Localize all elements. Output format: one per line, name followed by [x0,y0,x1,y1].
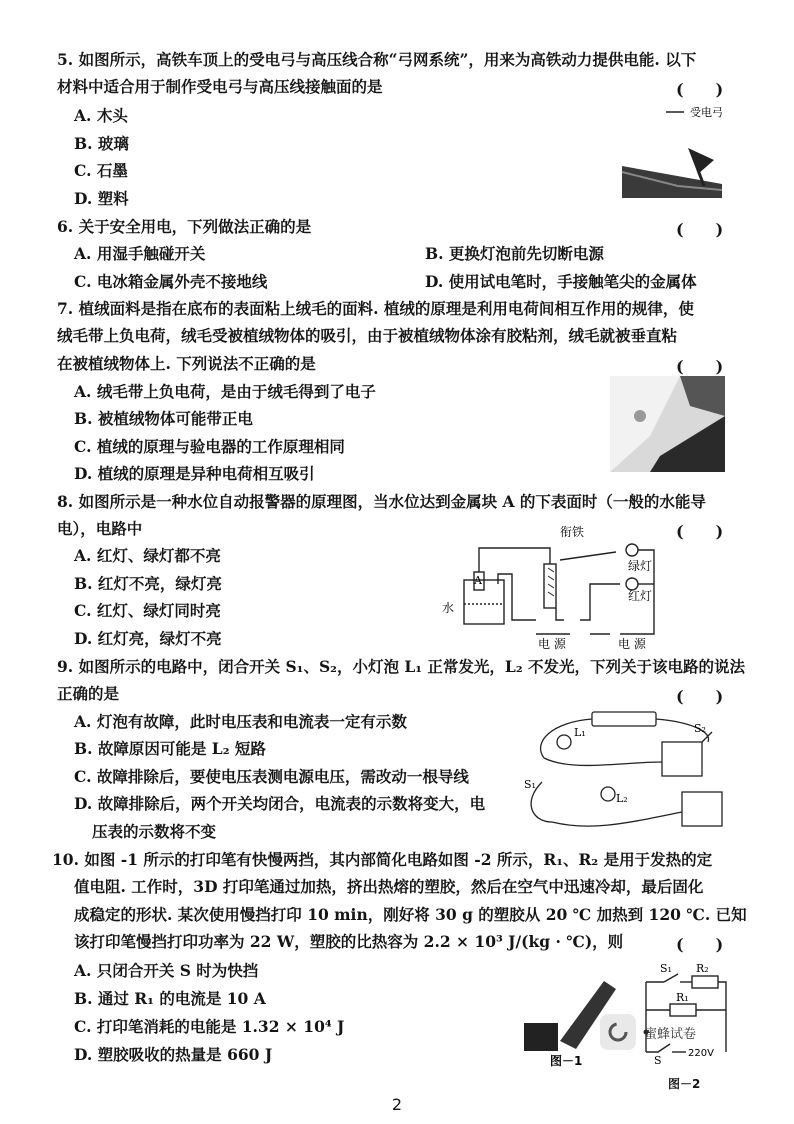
q9-answer-bracket: ( ) [676,687,724,706]
q9-option-b: B. 故障原因可能是 L₂ 短路 [74,739,266,758]
q10-stem-line1: 10. 如图 -1 所示的打印笔有快慢两挡，其内部简化电路如图 -2 所示，R₁、R₂ 是用于发热的定 [52,850,713,869]
q5-option-c: C. 石墨 [74,161,128,180]
watermark-text: 蜜蜂试卷 [644,1026,697,1042]
q5-answer-bracket: ( ) [676,80,724,99]
q8-stem-line2: 电），电路中 [57,519,143,538]
q8-option-a: A. 红灯、绿灯都不亮 [74,546,221,565]
q7-option-b: B. 被植绒物体可能带正电 [74,409,253,428]
water-label: 水 [442,601,455,615]
q10-option-b: B. 通过 R₁ 的电流是 10 A [74,989,266,1008]
q8-option-b: B. 红灯不亮，绿灯亮 [74,574,222,593]
q9-stem-line2: 正确的是 [57,684,120,703]
s1-label: S₁ [524,778,536,791]
fig1-caption: 图－1 [550,1054,583,1067]
q10-stem-line4: 该打印笔慢挡打印功率为 22 W，塑胶的比热容为 2.2 × 10³ J/(kg · ℃)，则 [74,932,624,951]
fig2-voltage-label: 220V [688,1048,714,1059]
q5-stem-line2: 材料中适合用于制作受电弓与高压线接触面的是 [57,77,383,96]
q9-option-d-continued: 压表的示数将不变 [92,822,217,841]
pantograph-label: 受电弓 [690,106,723,119]
q9-option-a: A. 灯泡有故障，此时电压表和电流表一定有示数 [74,712,407,731]
power-source-1-label: 电 源 [538,637,566,651]
watermark-badge [600,1014,696,1050]
q9-circuit-photo [512,702,730,842]
q7-stem-line2: 绒毛带上负电荷，绒毛受被植绒物体的吸引，由于被植绒物体涂有胶粘剂，绒毛就被垂直粘 [57,326,678,345]
q6-option-b: B. 更换灯泡前先切断电源 [425,244,604,263]
fig2-s-label: S [654,1054,662,1067]
q10-option-d: D. 塑胶吸收的热量是 660 J [74,1045,273,1064]
fig2-caption: 图－2 [668,1077,701,1091]
fig2-r1-label: R₁ [676,991,689,1004]
q10-option-c: C. 打印笔消耗的电能是 1.32 × 10⁴ J [74,1017,345,1036]
q7-stem-line1: 7. 植绒面料是指在底布的表面粘上绒毛的面料. 植绒的原理是利用电荷间相互作用的规律，使 [57,299,694,318]
armature-label: 衔铁 [560,525,585,539]
q10-option-a: A. 只闭合开关 S 时为快挡 [74,961,259,980]
q10-stem-line3: 成稳定的形状. 某次使用慢挡打印 10 min，刚好将 30 g 的塑胶从 20 ℃ 加热到 120 ℃. 已知 [74,905,747,924]
q7-option-c: C. 植绒的原理与验电器的工作原理相同 [74,437,345,456]
red-light-label: 红灯 [628,589,653,603]
fig2-s1-label: S₁ [660,962,672,975]
s2-label: S₂ [694,722,706,735]
q5-stem-line1: 5. 如图所示，高铁车顶上的受电弓与高压线合称“弓网系统”，用来为高铁动力提供电能. 以下 [57,50,697,69]
q9-stem-line1: 9. 如图所示的电路中，闭合开关 S₁、S₂，小灯泡 L₁ 正常发光，L₂ 不发光，下列关于该电路的说法 [57,657,746,676]
q9-option-c: C. 故障排除后，要使电压表测电源电压，需改动一根导线 [74,767,469,786]
pantograph-figure [618,100,728,200]
power-source-2-label: 电 源 [618,637,646,651]
page-number: 2 [391,1095,403,1114]
q8-stem-line1: 8. 如图所示是一种水位自动报警器的原理图，当水位达到金属块 A 的下表面时（一般的水能导 [57,492,706,511]
q7-option-d: D. 植绒的原理是异种电荷相互吸引 [74,464,315,483]
water-alarm-circuit [440,524,676,652]
q5-option-b: B. 玻璃 [74,134,129,153]
q7-option-a: A. 绒毛带上负电荷，是由于绒毛得到了电子 [74,382,376,401]
q10-answer-bracket: ( ) [676,935,724,954]
q5-option-d: D. 塑料 [74,189,129,208]
q8-answer-bracket: ( ) [676,522,724,541]
q6-option-a: A. 用湿手触碰开关 [74,244,206,263]
q6-answer-bracket: ( ) [676,220,724,239]
q8-option-c: C. 红灯、绿灯同时亮 [74,601,221,620]
q8-option-d: D. 红灯亮，绿灯不亮 [74,629,222,648]
refresh-icon [600,1014,636,1050]
q7-answer-bracket: ( ) [676,357,724,376]
fig2-r2-label: R₂ [696,962,709,975]
q6-stem: 6. 关于安全用电，下列做法正确的是 [57,217,312,236]
q6-option-c: C. 电冰箱金属外壳不接地线 [74,272,268,291]
l2-label: L₂ [616,792,628,805]
q10-stem-line2: 值电阻. 工作时，3D 打印笔通过加热，挤出热熔的塑胶，然后在空气中迅速冷却，最后固化 [74,877,704,896]
q6-option-d: D. 使用试电笔时，手接触笔尖的金属体 [425,272,697,291]
q5-option-a: A. 木头 [74,106,128,125]
q7-stem-line3: 在被植绒物体上. 下列说法不正确的是 [57,354,316,373]
l1-label: L₁ [574,726,586,739]
metal-block-a-label: A [474,574,482,587]
q9-option-d: D. 故障排除后，两个开关均闭合，电流表的示数将变大，电 [74,794,486,813]
green-light-label: 绿灯 [628,559,653,573]
flocking-photo [610,376,725,472]
